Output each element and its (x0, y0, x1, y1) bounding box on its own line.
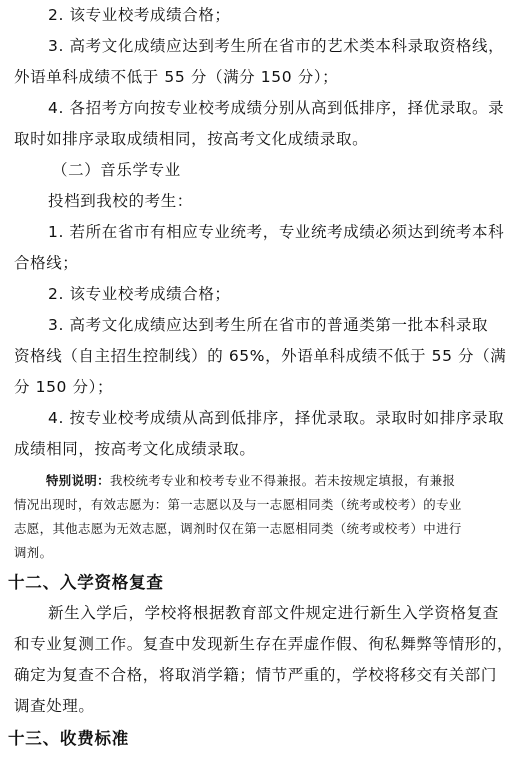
music-req-1-line1: 1. 若所在省市有相应专业统考，专业统考成绩必须达到统考本科 (48, 223, 505, 241)
subsection-music-heading: （二）音乐学专业 (52, 161, 181, 179)
special-note-line3: 志愿，其他志愿为无效志愿，调剂时仅在第一志愿相同类（统考或校考）中进行 (14, 521, 462, 536)
special-note-label: 特别说明： (46, 473, 110, 488)
section-12-line4: 调查处理。 (14, 697, 95, 715)
special-note-line1 (46, 469, 516, 493)
section-12-line1: 新生入学后，学校将根据教育部文件规定进行新生入学资格复查 (48, 604, 499, 622)
section-13-title: 十三、收费标准 (8, 729, 130, 748)
special-note-line2: 情况出现时，有效志愿为：第一志愿以及与一志愿相同类（统考或校考）的专业 (14, 497, 462, 512)
art-req-3-line2: 外语单科成绩不低于 55 分（满分 150 分）； (14, 68, 339, 86)
music-req-3-line1: 3. 高考文化成绩应达到考生所在省市的普通类第一批本科录取 (48, 316, 489, 334)
special-note-text1: 我校统考专业和校考专业不得兼报。若未按规定填报，有兼报 (109, 473, 456, 488)
music-req-3-line2: 资格线（自主招生控制线）的 65%，外语单科成绩不低于 55 分（满 (14, 347, 507, 365)
music-req-3-line3: 分 150 分）； (14, 378, 114, 396)
special-note-line4: 调剂。 (14, 545, 53, 560)
section-12-title: 十二、入学资格复查 (8, 573, 164, 592)
section-12-line2: 和专业复测工作。复查中发现新生存在弄虚作假、徇私舞弊等情形的， (14, 635, 514, 653)
music-req-4-line2: 成绩相同，按高考文化成绩录取。 (14, 440, 256, 458)
art-req-3-line1: 3. 高考文化成绩应达到考生所在省市的艺术类本科录取资格线， (48, 37, 505, 55)
music-req-4-line1: 4. 按专业校考成绩从高到低排序，择优录取。录取时如排序录取 (48, 409, 505, 427)
section-12-line3: 确定为复查不合格，将取消学籍；情节严重的，学校将移交有关部门 (14, 666, 498, 684)
art-req-2: 2. 该专业校考成绩合格； (48, 6, 231, 24)
music-req-2: 2. 该专业校考成绩合格； (48, 285, 231, 303)
music-intro: 投档到我校的考生： (48, 192, 193, 210)
art-req-4-line2: 取时如排序录取成绩相同，按高考文化成绩录取。 (14, 130, 369, 148)
art-req-4-line1: 4. 各招考方向按专业校考成绩分别从高到低排序，择优录取。录 (48, 99, 505, 117)
music-req-1-line2: 合格线； (14, 254, 79, 272)
